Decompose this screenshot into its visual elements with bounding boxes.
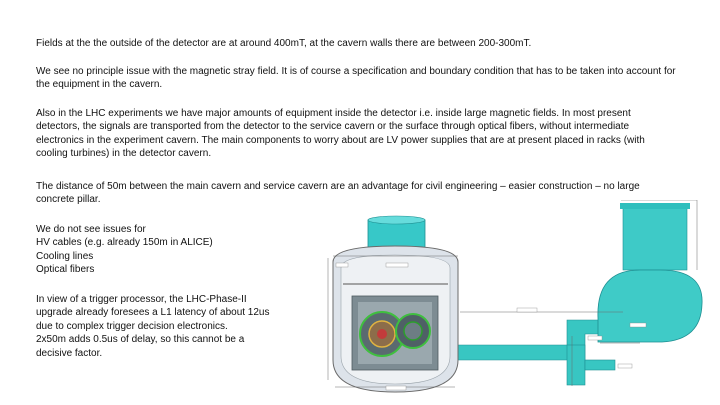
trigger-latency-text xyxy=(36,293,301,360)
trigger-line: decisive factor. xyxy=(36,347,103,359)
trigger-line: 2x50m adds 0.5us of delay, so this cannot be a xyxy=(36,334,245,346)
issues-list-item: Cooling lines xyxy=(36,250,94,262)
service-cavern xyxy=(598,270,702,342)
issues-list-intro: We do not see issues for xyxy=(36,224,146,235)
lower-tunnel-branch xyxy=(585,360,615,370)
detector-barrel-right-core xyxy=(404,322,422,340)
trigger-line: In view of a trigger processor, the LHC-Phase-II xyxy=(36,294,247,305)
paragraph-lhc-equipment: Also in the LHC experiments we have major amounts of equipment inside the detector i.e. inside large magnetic fields. In most present detectors, the signals are transported from the detector to the service cavern or the surface through optical fibers, without intermediate electronics in the experiment cavern. The main components to worry about are LV power supplies that are at present placed in racks (with cooling turbines) in the detector cavern. xyxy=(36,108,645,160)
cavern-cross-section-diagram xyxy=(318,200,720,405)
trigger-line: due to complex trigger decision electronics. xyxy=(36,320,228,332)
trigger-line: upgrade already foresees a L1 latency of about 12us xyxy=(36,307,270,319)
issues-list xyxy=(36,223,316,277)
paragraph-cavern-distance: The distance of 50m between the main cavern and service cavern are an advantage for civil engineering – easier construction – no large concrete pillar. xyxy=(36,181,640,206)
issues-list-item: HV cables (e.g. already 150m in ALICE) xyxy=(36,237,213,249)
left-shaft-top xyxy=(368,216,425,224)
right-shaft-top xyxy=(620,203,690,209)
issues-list-item: Optical fibers xyxy=(36,264,95,276)
paragraph-field-values: Fields at the the outside of the detector are at around 400mT, at the cavern walls there are between 200-300mT. xyxy=(36,38,532,49)
paragraph-stray-field: We see no principle issue with the magnetic stray field. It is of course a specification and boundary condition that has to be taken into account for the equipment in the cavern. xyxy=(36,66,676,91)
right-shaft xyxy=(623,207,687,270)
lower-tunnel xyxy=(567,345,585,385)
detector-barrel-left-centre xyxy=(377,329,387,339)
